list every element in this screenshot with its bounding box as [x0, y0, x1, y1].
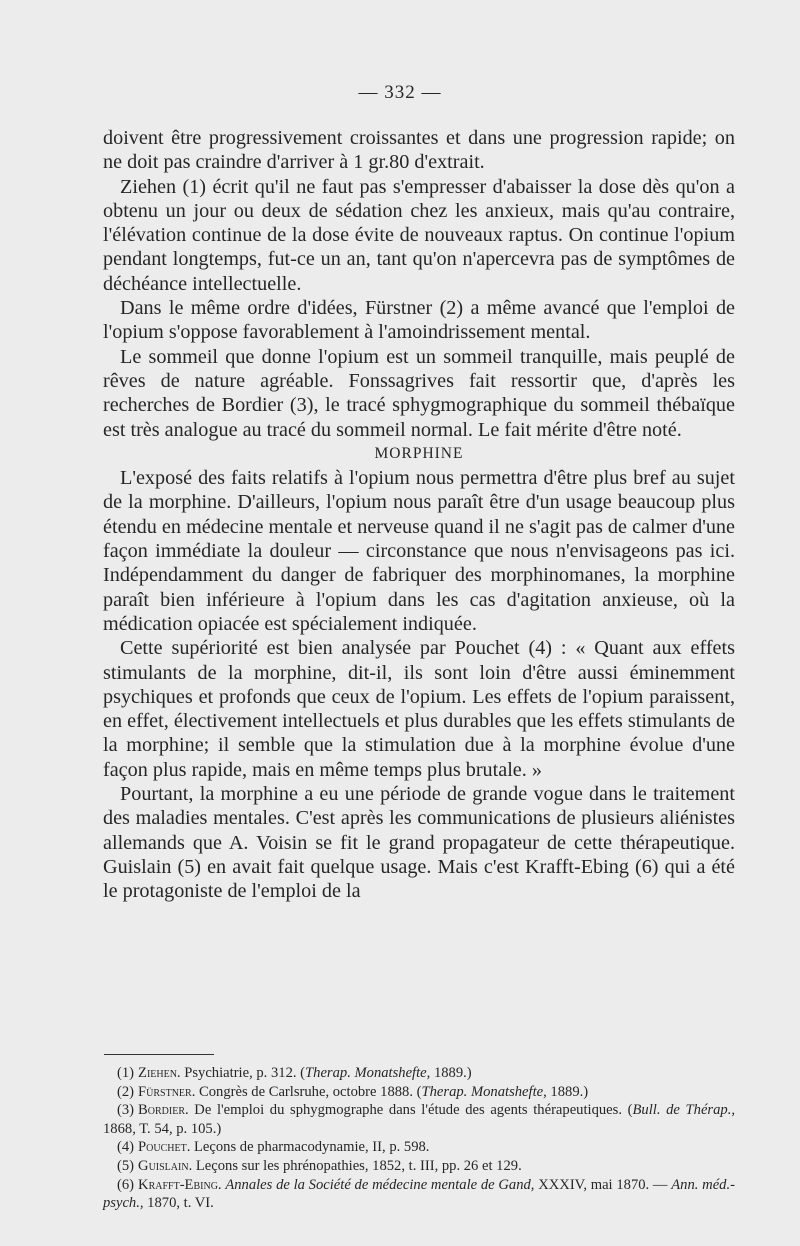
- footnote-text: De l'emploi du sphygmographe dans l'étude des agents thérapeutiques. (: [188, 1102, 633, 1119]
- paragraph: Cette supériorité est bien analysée par Pouchet (4) : « Quant aux effets stimulants de la morphine, dit-il, ils sont loin d'être aussi éminemment psychiques et profonds que ceux de l'opium. Les effets de l'opium paraissent, en effet, électivement intellectuels et plus durables que les effets stimulants de la morphine; il semble que la stimulation due à la morphine évolue d'une façon plus rapide, mais en même temps plus brutale. »: [103, 637, 735, 781]
- footnote: [103, 1083, 735, 1102]
- paragraph: Ziehen (1) écrit qu'il ne faut pas s'empresser d'abaisser la dose dès qu'on a obtenu un jour ou deux de sédation chez les anxieux, mais qu'au contraire, l'élévation continue de la dose évite de nouveaux raptus. On continue l'opium pendant longtemps, fut-ce un an, tant qu'on n'apercevra pas de symptômes de déchéance intellectuelle.: [103, 175, 735, 295]
- paragraph: doivent être progressivement croissantes et dans une progression rapide; on ne doit pas craindre d'arriver à 1 gr.80 d'extrait.: [103, 127, 735, 174]
- footnote-author: Bordier.: [138, 1102, 189, 1119]
- paragraph: Dans le même ordre d'idées, Fürstner (2) a même avancé que l'emploi de l'opium s'oppose favorablement à l'amoindrissement mental.: [103, 297, 735, 344]
- footnote-number: (4): [117, 1139, 135, 1156]
- footnote-text: XXXIV, mai 1870. —: [534, 1176, 672, 1193]
- footnote-text: 1889.): [546, 1083, 589, 1100]
- footnote-text: Leçons de pharmacodynamie, II, p. 598.: [190, 1139, 430, 1156]
- paragraph: Pourtant, la morphine a eu une période de grande vogue dans le traitement des maladies mentales. C'est après les communications de plusieurs aliénistes allemands que A. Voisin se fit le grand propagateur de cette thérapeutique. Guislain (5) en avait fait quelque usage. Mais c'est Krafft-Ebing (6) qui a été le protagoniste de l'emploi de la: [103, 783, 735, 903]
- footnote-text: Leçons sur les phrénopathies, 1852, t. III, pp. 26 et 129.: [192, 1157, 522, 1174]
- footnote-text: 1870, t. VI.: [143, 1195, 214, 1212]
- footnote: [103, 1157, 735, 1176]
- footnote: [103, 1101, 735, 1138]
- footnote: [103, 1176, 735, 1213]
- footnote-author: Krafft-Ebing.: [138, 1176, 222, 1193]
- footnote-title: Therap. Monatshefte,: [305, 1065, 431, 1081]
- footnote-text: 1868, T. 54, p. 105.): [103, 1120, 222, 1137]
- footnote-title: Ann. méd.-psych.,: [103, 1176, 735, 1212]
- footnote-title: Annales de la Société de médecine mentale de Gand,: [225, 1176, 535, 1193]
- footnote: [103, 1064, 735, 1083]
- footnote-author: Guislain.: [138, 1157, 193, 1174]
- footnote: [103, 1138, 735, 1157]
- footnote-divider: [104, 1054, 214, 1055]
- footnote-title: Bull. de Thérap.,: [632, 1102, 735, 1119]
- footnote-author: Fürstner.: [138, 1083, 196, 1100]
- footnote-title: Therap. Monatshefte,: [421, 1083, 547, 1100]
- footnote-number: (1): [117, 1065, 135, 1081]
- footnote-number: (3): [117, 1102, 135, 1119]
- footnotes: [103, 1064, 735, 1213]
- footnote-text: Psychiatrie, p. 312. (: [180, 1065, 306, 1081]
- section-heading: MORPHINE: [374, 444, 464, 462]
- footnote-text: Congrès de Carlsruhe, octobre 1888. (: [195, 1083, 422, 1100]
- footnote-author: Pouchet.: [138, 1139, 191, 1156]
- footnote-text: 1889.): [430, 1065, 472, 1081]
- footnote-number: (6): [117, 1176, 135, 1193]
- main-text: [103, 126, 735, 904]
- footnote-author: Ziehen.: [138, 1065, 181, 1081]
- footnote-number: (5): [117, 1157, 135, 1174]
- paragraph: L'exposé des faits relatifs à l'opium nous permettra d'être plus bref au sujet de la morphine. D'ailleurs, l'opium nous paraît être d'un usage beaucoup plus étendu en médecine mentale et nerveuse quand il ne s'agit pas de calmer d'une façon immédiate la douleur — circonstance que nous n'envisageons pas ici. Indépendamment du danger de fabriquer des morphinomanes, la morphine paraît bien inférieure à l'opium dans les cas d'agitation anxieuse, où la médication opiacée est spécialement indiquée.: [103, 467, 735, 635]
- paragraph: Le sommeil que donne l'opium est un sommeil tranquille, mais peuplé de rêves de nature agréable. Fonssagrives fait ressortir que, d'après les recherches de Bordier (3), le tracé sphygmographique du sommeil thébaïque est très analogue au tracé du sommeil normal. Le fait mérite d'être noté.: [103, 345, 735, 441]
- page-number: — 332 —: [358, 82, 442, 103]
- footnote-number: (2): [117, 1083, 135, 1100]
